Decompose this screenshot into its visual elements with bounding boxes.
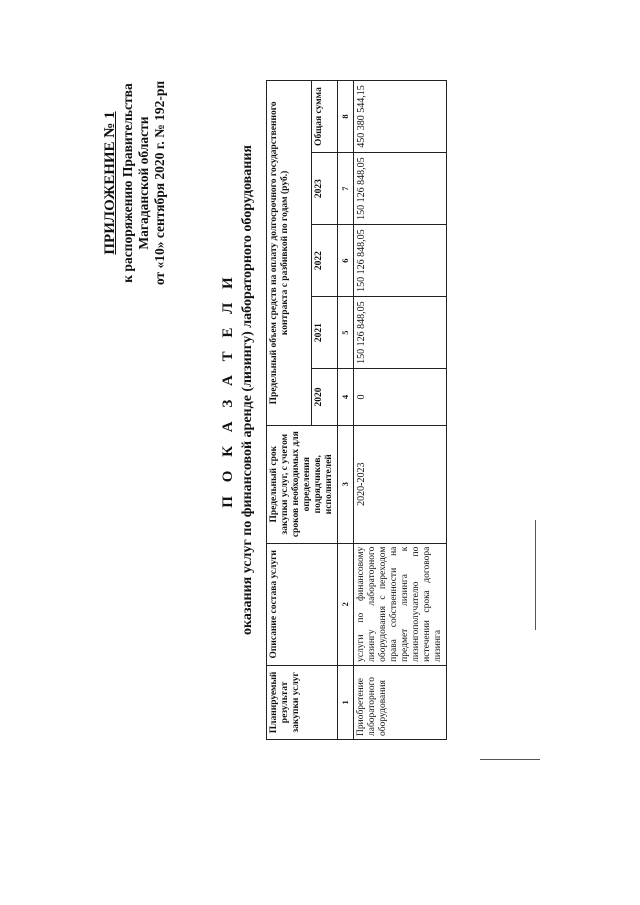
header-year-2022: 2022 <box>311 225 337 297</box>
index-cell: 7 <box>338 153 354 225</box>
cell-2023: 150 126 848,05 <box>354 153 447 225</box>
index-cell: 5 <box>338 297 354 369</box>
document-page <box>80 10 540 770</box>
index-cell: 1 <box>338 665 354 739</box>
cell-description: услуги по финансовому лизингу лабораторного оборудования с переходом права собственности на предмет лизинга к лизингополучателю по истечении срока договора лизинга <box>354 543 447 665</box>
header-term: Предельный срок закупки услуг, с учетом сроков необходимых для определения подрядчиков, исполнителей <box>267 425 338 543</box>
header-year-2020: 2020 <box>311 369 337 426</box>
table-index-row <box>338 81 354 740</box>
cell-total: 450 380 544,15 <box>354 81 447 153</box>
index-cell: 6 <box>338 225 354 297</box>
header-planned: Планируемый результат закупки услуг <box>267 665 338 739</box>
table-header-row <box>267 81 312 740</box>
cell-2021: 150 126 848,05 <box>354 297 447 369</box>
header-description: Описание состава услуги <box>267 543 338 665</box>
table-row <box>354 81 447 740</box>
header-year-2021: 2021 <box>311 297 337 369</box>
indicators-table <box>266 80 447 740</box>
appendix-number: ПРИЛОЖЕНИЕ № 1 <box>102 111 118 255</box>
header-year-2023: 2023 <box>311 153 337 225</box>
index-cell: 8 <box>338 81 354 153</box>
index-cell: 3 <box>338 425 354 543</box>
cell-2020: 0 <box>354 369 447 426</box>
cell-planned: Приобретение лабораторного оборудования <box>354 665 447 739</box>
appendix-line-1: к распоряжению Правительства <box>120 83 135 283</box>
appendix-line-2: Магаданской области <box>136 116 151 250</box>
index-cell: 2 <box>338 543 354 665</box>
cell-2022: 150 126 848,05 <box>354 225 447 297</box>
header-total: Общая сумма <box>311 81 337 153</box>
appendix-block <box>102 38 168 328</box>
scan-line-left <box>480 759 540 760</box>
document-subtitle: оказания услуг по финансовой аренде (лизингу) лабораторного оборудования <box>240 145 255 635</box>
header-limit: Предельный объем средств на оплату долгосрочного государственного контракта с разбивкой по годам (руб.) <box>267 81 312 426</box>
appendix-line-3: от «10» сентября 2020 г. № 192-рп <box>152 80 167 286</box>
scan-line-mid <box>535 520 536 630</box>
cell-term: 2020-2023 <box>354 425 447 543</box>
document-title: П О К А З А Т Е Л И <box>220 272 236 508</box>
index-cell: 4 <box>338 369 354 426</box>
